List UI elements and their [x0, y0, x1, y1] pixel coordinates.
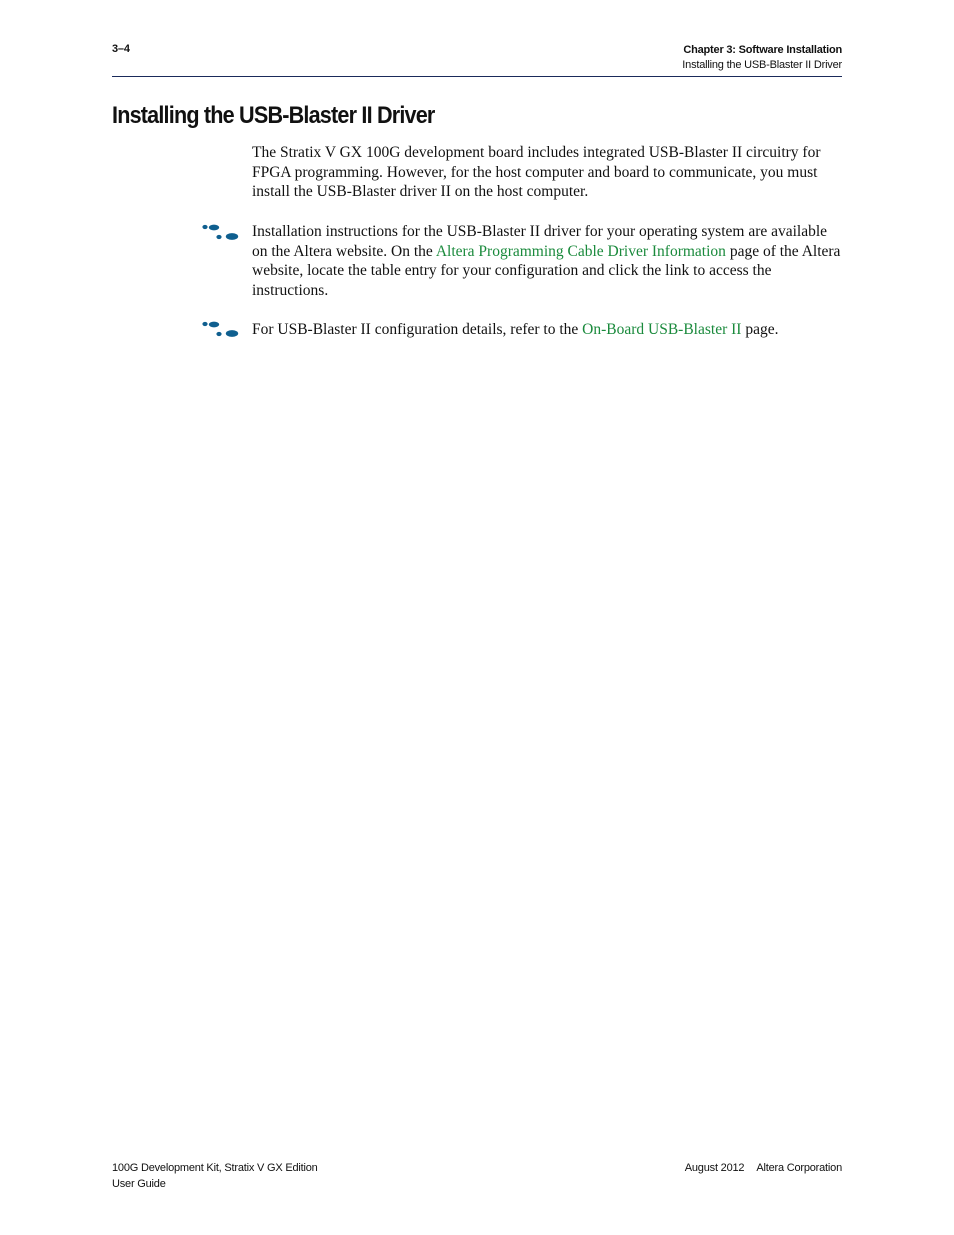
footprints-icon: [201, 321, 241, 339]
chapter-title: Chapter 3: Software Installation: [683, 44, 842, 56]
footer-doc-type: User Guide: [112, 1178, 166, 1190]
footprints-icon: [201, 224, 241, 242]
header-divider: [112, 76, 842, 77]
altera-cable-driver-link[interactable]: Altera Programming Cable Driver Information: [435, 242, 726, 260]
note-installation: [252, 222, 844, 300]
footer-document-info: [112, 1160, 318, 1192]
section-title: Installing the USB-Blaster II Driver: [682, 59, 842, 71]
note-installation-text-before: Installation instructions for the USB-Blaster II driver for your operating system are available on the Altera website. On the: [252, 223, 828, 260]
note-configuration: [252, 320, 844, 340]
note-installation-text-after: page of the Altera website, locate the table entry for your configuration and click the link to access the instructions.: [252, 242, 841, 299]
onboard-usb-blaster-link[interactable]: On-Board USB-Blaster II: [582, 321, 742, 338]
running-header: [682, 43, 842, 73]
section-heading: Installing the USB-Blaster II Driver: [112, 102, 435, 129]
note-configuration-text-before: For USB-Blaster II configuration details, refer to the: [252, 321, 583, 338]
footer-date: August 2012: [684, 1162, 745, 1174]
page-number: 3–4: [112, 43, 130, 55]
footer-doc-title: 100G Development Kit, Stratix V GX Edition: [112, 1162, 318, 1174]
footer-company: Altera Corporation: [756, 1162, 842, 1174]
footer-publisher-info: [685, 1160, 842, 1176]
intro-paragraph: The Stratix V GX 100G development board includes integrated USB-Blaster II circuitry for FPGA programming. However, for the host computer and board to communicate, you must install the USB-Blaster driver II on the host computer.: [252, 144, 821, 201]
note-configuration-text-after: page.: [741, 321, 779, 338]
